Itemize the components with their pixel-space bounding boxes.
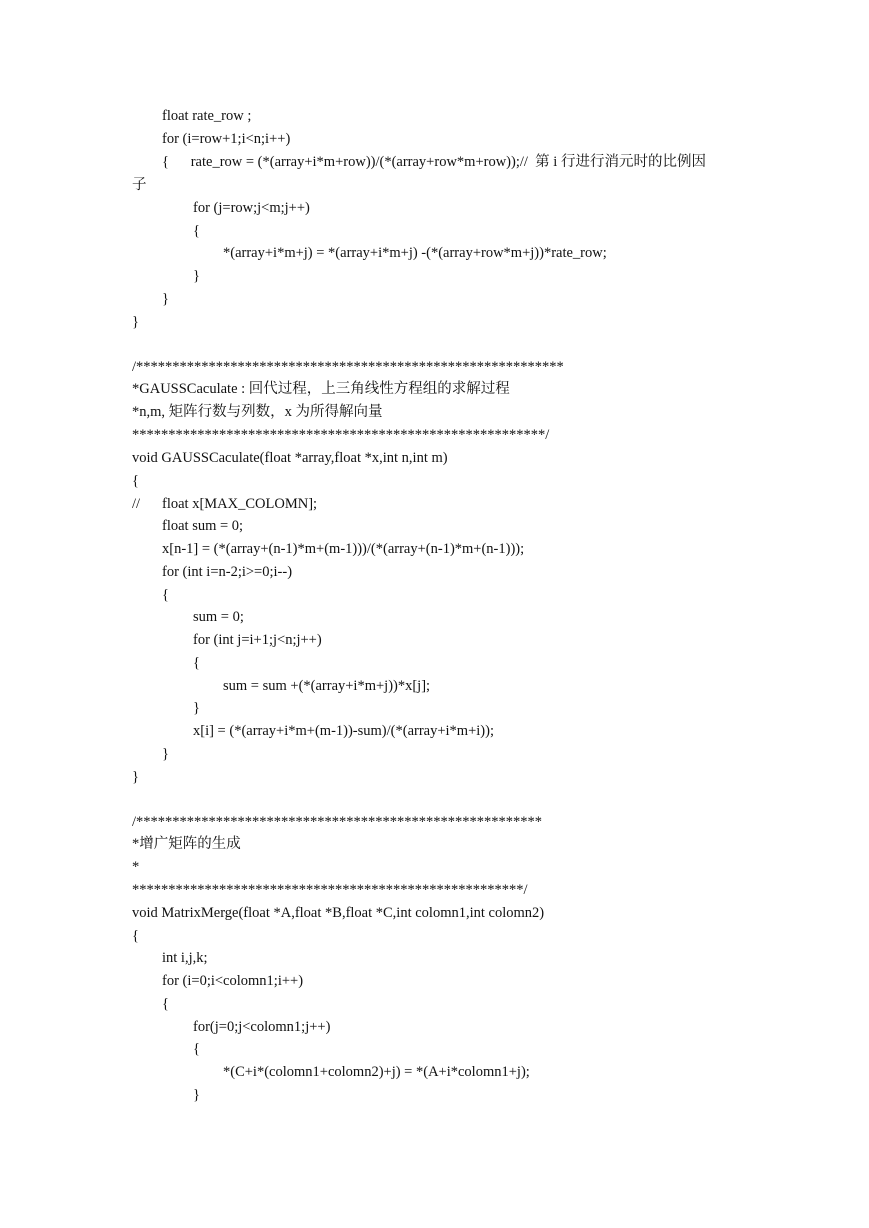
code-line: { xyxy=(162,996,169,1012)
code-line: x[n-1] = (*(array+(n-1)*m+(m-1)))/(*(array+(n-1)*m+(n-1))); xyxy=(162,541,525,557)
code-line: } xyxy=(193,700,200,716)
code-line: x[i] = (*(array+i*m+(m-1))-sum)/(*(array+i*m+i)); xyxy=(193,723,494,739)
code-line: { xyxy=(193,223,200,239)
code-line: // xyxy=(132,496,141,512)
code-line: sum = 0; xyxy=(193,609,244,625)
code-line: 子 xyxy=(132,177,147,193)
comment-line: ******************************************************/ xyxy=(132,882,528,898)
code-line: { xyxy=(132,473,139,489)
code-line: { xyxy=(162,587,169,603)
code-line: for (i=0;i<colomn1;i++) xyxy=(162,973,304,989)
code-line: { rate_row = (*(array+i*m+row))/(*(array+row*m+row));// 第 i 行进行消元时的比例因 xyxy=(162,154,706,170)
code-line: *(C+i*(colomn1+colomn2)+j) = *(A+i*colomn1+j); xyxy=(223,1064,530,1080)
code-line: float sum = 0; xyxy=(162,518,244,534)
comment-line: /*********************************************************** xyxy=(132,359,564,375)
code-line: void GAUSSCaculate(float *array,float *x,int n,int m) xyxy=(132,450,448,466)
comment-line: /******************************************************** xyxy=(132,814,543,830)
code-line: } xyxy=(162,291,169,307)
code-line: for (j=row;j<m;j++) xyxy=(193,200,310,216)
code-line: for (int j=i+1;j<n;j++) xyxy=(193,632,322,648)
code-line: } xyxy=(193,1087,200,1103)
comment-line: *增广矩阵的生成 xyxy=(132,836,241,852)
comment-line: *n,m, 矩阵行数与列数，x 为所得解向量 xyxy=(132,404,383,420)
code-line: float x[MAX_COLOMN]; xyxy=(162,496,318,512)
code-line: for(j=0;j<colomn1;j++) xyxy=(193,1019,331,1035)
code-line: } xyxy=(132,769,139,785)
code-line: { xyxy=(193,1041,200,1057)
code-line: for (i=row+1;i<n;i++) xyxy=(162,131,291,147)
code-line: } xyxy=(162,746,169,762)
code-line: sum = sum +(*(array+i*m+j))*x[j]; xyxy=(223,678,431,694)
comment-line: *********************************************************/ xyxy=(132,427,550,443)
code-line: } xyxy=(132,314,139,330)
code-line: } xyxy=(193,268,200,284)
code-line: *(array+i*m+j) = *(array+i*m+j) -(*(array+row*m+j))*rate_row; xyxy=(223,245,607,261)
code-line: for (int i=n-2;i>=0;i--) xyxy=(162,564,293,580)
comment-line: *GAUSSCaculate : 回代过程，上三角线性方程组的求解过程 xyxy=(132,381,510,397)
code-line: { xyxy=(193,655,200,671)
comment-line: * xyxy=(132,859,140,875)
code-line: float rate_row ; xyxy=(162,108,252,124)
code-line: int i,j,k; xyxy=(162,950,208,966)
code-line: void MatrixMerge(float *A,float *B,float *C,int colomn1,int colomn2) xyxy=(132,905,545,921)
code-line: { xyxy=(132,928,139,944)
